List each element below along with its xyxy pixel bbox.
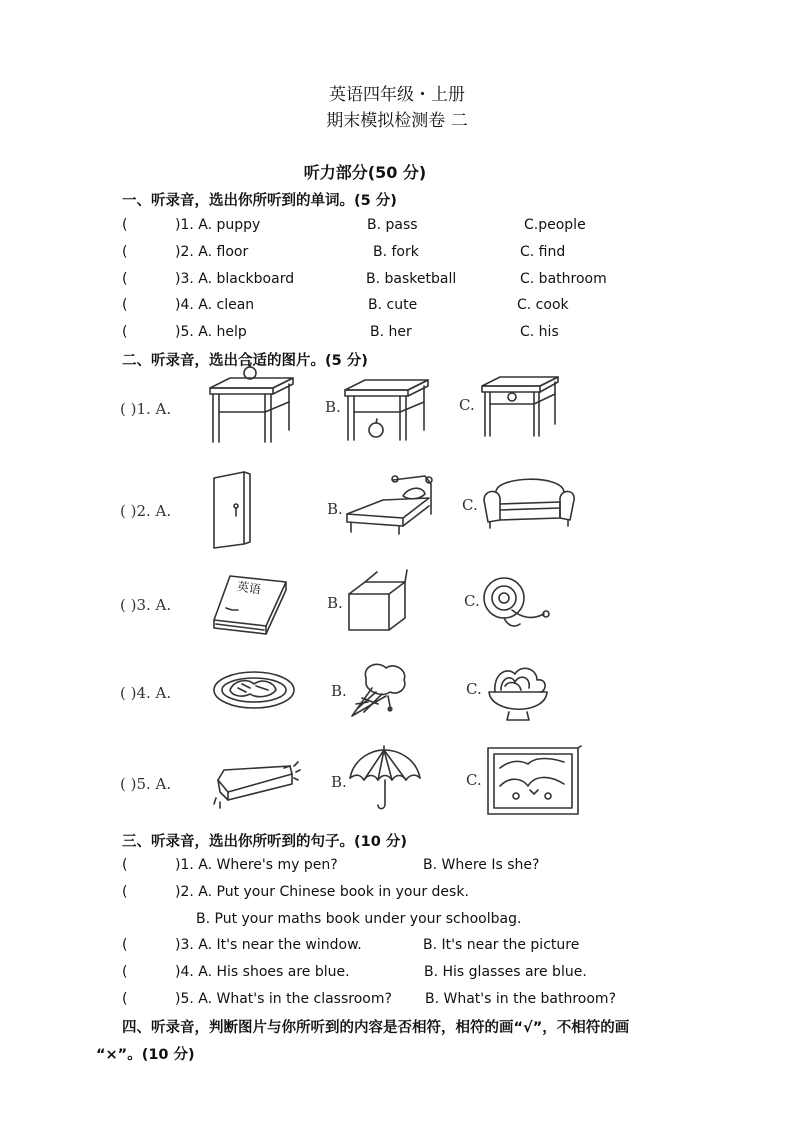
table-apple-under-icon[interactable] — [340, 376, 435, 448]
picture-row-3-b-label: B. — [327, 594, 343, 612]
sentence-b: B. It's near the picture — [423, 937, 580, 953]
book-cover-text: 英语 — [236, 579, 262, 597]
option-c: C. bathroom — [520, 271, 607, 287]
option-b: B. fork — [373, 244, 419, 260]
answer-blank[interactable]: ( — [122, 217, 128, 233]
picture-row-4-b-label: B. — [331, 682, 347, 700]
part3-heading: 三、听录音，选出你所听到的句子。(10 分) — [122, 834, 407, 850]
option-a: )4. A. clean — [175, 297, 255, 313]
picture-row-1-number: ( )1. A. — [120, 400, 172, 418]
option-c: C. his — [520, 324, 559, 340]
umbrella-icon[interactable] — [348, 748, 423, 814]
picture-row-2-c-label: C. — [462, 496, 478, 514]
sentence-a: )1. A. Where's my pen? — [175, 857, 338, 873]
table-apple-in-drawer-icon[interactable] — [478, 374, 563, 440]
option-a: )2. A. floor — [175, 244, 249, 260]
bowl-of-noodles-icon[interactable] — [485, 664, 553, 724]
picture-row-3-number: ( )3. A. — [120, 596, 172, 614]
answer-blank[interactable]: ( — [122, 271, 128, 287]
box-icon[interactable] — [345, 570, 410, 634]
exam-subtitle: 期末模拟检测卷 二 — [326, 111, 468, 131]
answer-blank[interactable]: ( — [122, 324, 128, 340]
answer-blank[interactable]: ( — [122, 964, 128, 980]
option-c: C. cook — [517, 297, 569, 313]
picture-row-1-b-label: B. — [325, 398, 341, 416]
answer-blank[interactable]: ( — [122, 991, 128, 1007]
part4-heading-line2: “×”。(10 分) — [96, 1047, 195, 1063]
picture-row-2-b-label: B. — [327, 500, 343, 518]
bed-icon[interactable] — [343, 474, 438, 536]
option-b: B. pass — [367, 217, 418, 233]
answer-blank[interactable]: ( — [122, 937, 128, 953]
sentence-a: )3. A. It's near the window. — [175, 937, 362, 953]
picture-row-5-c-label: C. — [466, 771, 482, 789]
sentence-b: B. What's in the bathroom? — [425, 991, 616, 1007]
picture-row-3-c-label: C. — [464, 592, 480, 610]
exam-title: 英语四年级・上册 — [329, 85, 465, 105]
option-a: )1. A. puppy — [175, 217, 261, 233]
pencil-box-icon[interactable] — [210, 762, 300, 808]
sentence-a: )2. A. Put your Chinese book in your desk. — [175, 884, 469, 900]
answer-blank[interactable]: ( — [122, 244, 128, 260]
section-title: 听力部分(50 分) — [303, 163, 427, 182]
sentence-b: B. His glasses are blue. — [424, 964, 587, 980]
answer-blank[interactable]: ( — [122, 884, 128, 900]
plate-of-food-icon[interactable] — [212, 668, 297, 710]
picture-row-4-number: ( )4. A. — [120, 684, 172, 702]
part1-heading: 一、听录音，选出你所听到的单词。(5 分) — [122, 193, 397, 209]
part4-heading-line1: 四、听录音，判断图片与你所听到的内容是否相符，相符的画“√”，不相符的画 — [122, 1020, 630, 1036]
table-apple-on-top-icon[interactable] — [205, 374, 300, 446]
framed-picture-icon[interactable] — [486, 746, 582, 818]
sentence-b: B. Put your maths book under your schoolbag. — [196, 911, 522, 927]
sentence-a: )4. A. His shoes are blue. — [175, 964, 350, 980]
option-a: )3. A. blackboard — [175, 271, 295, 287]
answer-blank[interactable]: ( — [122, 857, 128, 873]
answer-blank[interactable]: ( — [122, 297, 128, 313]
yoyo-icon[interactable] — [482, 570, 557, 632]
sentence-a: )5. A. What's in the classroom? — [175, 991, 392, 1007]
picture-row-5-number: ( )5. A. — [120, 775, 172, 793]
sentence-b: B. Where Is she? — [423, 857, 540, 873]
option-c: C.people — [524, 217, 586, 233]
option-c: C. find — [520, 244, 566, 260]
picture-row-5-b-label: B. — [331, 773, 347, 791]
option-b: B. basketball — [366, 271, 457, 287]
picture-row-2-number: ( )2. A. — [120, 502, 172, 520]
sofa-icon[interactable] — [482, 470, 577, 532]
option-a: )5. A. help — [175, 324, 247, 340]
option-b: B. cute — [368, 297, 418, 313]
option-b: B. her — [370, 324, 412, 340]
door-icon[interactable] — [210, 470, 255, 550]
picture-row-4-c-label: C. — [466, 680, 482, 698]
part2-heading: 二、听录音，选出合适的图片。(5 分) — [122, 353, 368, 369]
picture-row-1-c-label: C. — [459, 396, 475, 414]
ice-cream-icon[interactable] — [348, 662, 413, 722]
